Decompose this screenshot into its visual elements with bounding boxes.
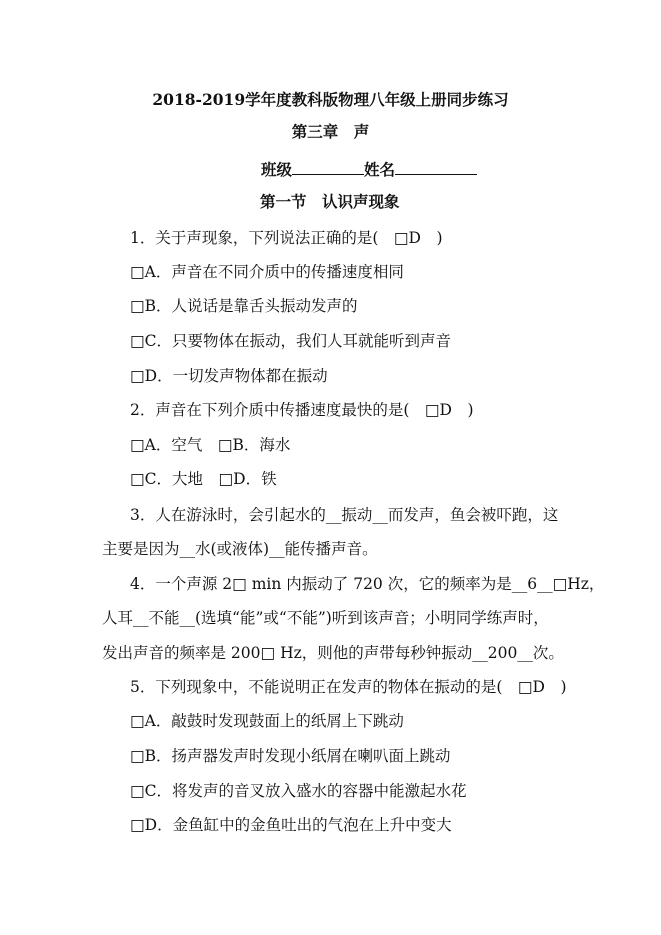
page-title: 2018-2019学年度教科版物理八年级上册同步练习	[152, 90, 509, 109]
q4-line-2: 人耳__不能__(选填“能”或“不能”)听到该声音；小明同学练声时，	[102, 609, 549, 627]
name-label: 姓名	[364, 160, 396, 179]
q2-stem: 2．声音在下列介质中传播速度最快的是( □D )	[130, 401, 474, 419]
q4-line-1: 4．一个声源 2□ min 内振动了 720 次，它的频率为是__6__□Hz，	[130, 575, 605, 593]
q1-stem: 1．关于声现象，下列说法正确的是( □D )	[130, 229, 443, 247]
q1-option-c: □C．只要物体在振动，我们人耳就能听到声音	[130, 332, 452, 350]
q2-options-cd: □C．大地 □D．铁	[130, 470, 277, 488]
q5-option-d: □D．金鱼缸中的金鱼吐出的气泡在上升中变大	[130, 816, 452, 834]
class-name-line	[261, 158, 477, 180]
q3-line-1: 3．人在游泳时，会引起水的__振动__而发声，鱼会被吓跑，这	[130, 506, 559, 524]
q3-line-2: 主要是因为__水(或液体)__能传播声音。	[102, 540, 378, 558]
q1-option-b: □B．人说话是靠舌头振动发声的	[130, 297, 358, 315]
section-heading: 第一节 认识声现象	[260, 192, 400, 211]
q1-option-a: □A．声音在不同介质中的传播速度相同	[130, 263, 404, 281]
q1-option-d: □D．一切发声物体都在振动	[130, 367, 328, 385]
class-blank	[292, 158, 364, 175]
chapter-heading: 第三章 声	[291, 122, 370, 141]
q4-line-3: 发出声音的频率是 200□ Hz，则他的声带每秒钟振动__200__次。	[102, 644, 564, 662]
q5-stem: 5．下列现象中，不能说明正在发声的物体在振动的是( □D )	[130, 678, 567, 696]
q5-option-b: □B．扬声器发声时发现小纸屑在喇叭面上跳动	[130, 747, 451, 765]
q2-options-ab: □A．空气 □B．海水	[130, 436, 291, 454]
q5-option-a: □A．敲鼓时发现鼓面上的纸屑上下跳动	[130, 712, 404, 730]
q5-option-c: □C．将发声的音叉放入盛水的容器中能激起水花	[130, 782, 467, 800]
class-label: 班级	[261, 160, 293, 179]
name-blank	[395, 158, 477, 175]
